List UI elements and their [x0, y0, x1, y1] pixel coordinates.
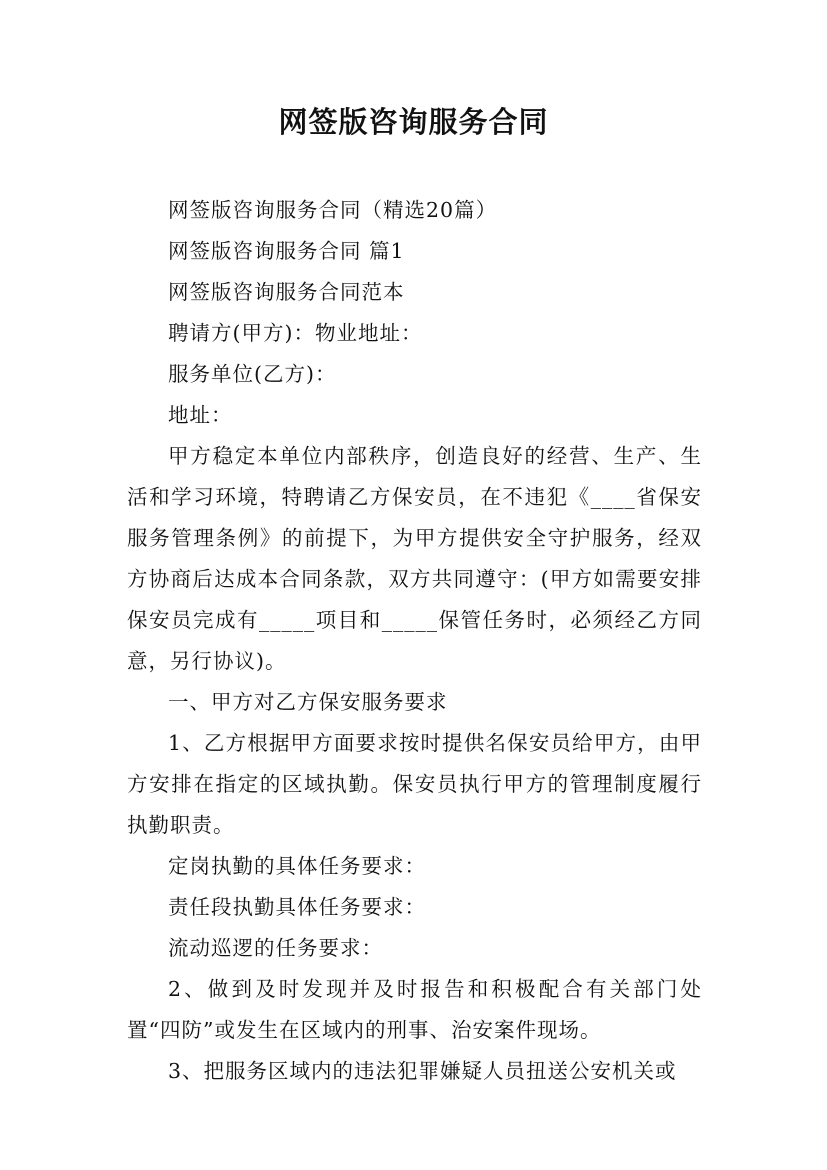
document-body: [127, 190, 702, 1092]
paragraph: 地址：: [168, 403, 233, 427]
paragraph: 流动巡逻的任务要求：: [168, 936, 383, 960]
paragraph: 服务单位(乙方)：: [168, 362, 337, 386]
paragraph: 甲方稳定本单位内部秩序，创造良好的经营、生产、生活和学习环境，特聘请乙方保安员，在不违犯《____省保安服务管理条例》的前提下，为甲方提供安全守护服务，经双方协商后达成本合同条款，双方共同遵守：(甲方如需要安排保安员完成有_____项目和_____保管任务时，必须经乙方同意，另行协议)。: [127, 444, 702, 673]
paragraph: 2、做到及时发现并及时报告和积极配合有关部门处置“四防”或发生在区域内的刑事、治安案件现场。: [127, 977, 702, 1042]
paragraph: 网签版咨询服务合同（精选20篇）: [168, 198, 498, 222]
paragraph: 网签版咨询服务合同范本: [168, 280, 405, 304]
paragraph: 网签版咨询服务合同 篇1: [168, 239, 405, 263]
paragraph: 聘请方(甲方)：物业地址：: [168, 321, 423, 345]
section-heading: 一、甲方对乙方保安服务要求: [168, 690, 448, 714]
document-title: 网签版咨询服务合同: [278, 105, 549, 139]
paragraph: 责任段执勤具体任务要求：: [168, 895, 426, 919]
paragraph: 定岗执勤的具体任务要求：: [168, 854, 426, 878]
paragraph: 1、乙方根据甲方面要求按时提供名保安员给甲方，由甲方安排在指定的区域执勤。保安员执行甲方的管理制度履行执勤职责。: [127, 731, 702, 837]
paragraph: 3、把服务区域内的违法犯罪嫌疑人员扭送公安机关或: [168, 1059, 677, 1083]
